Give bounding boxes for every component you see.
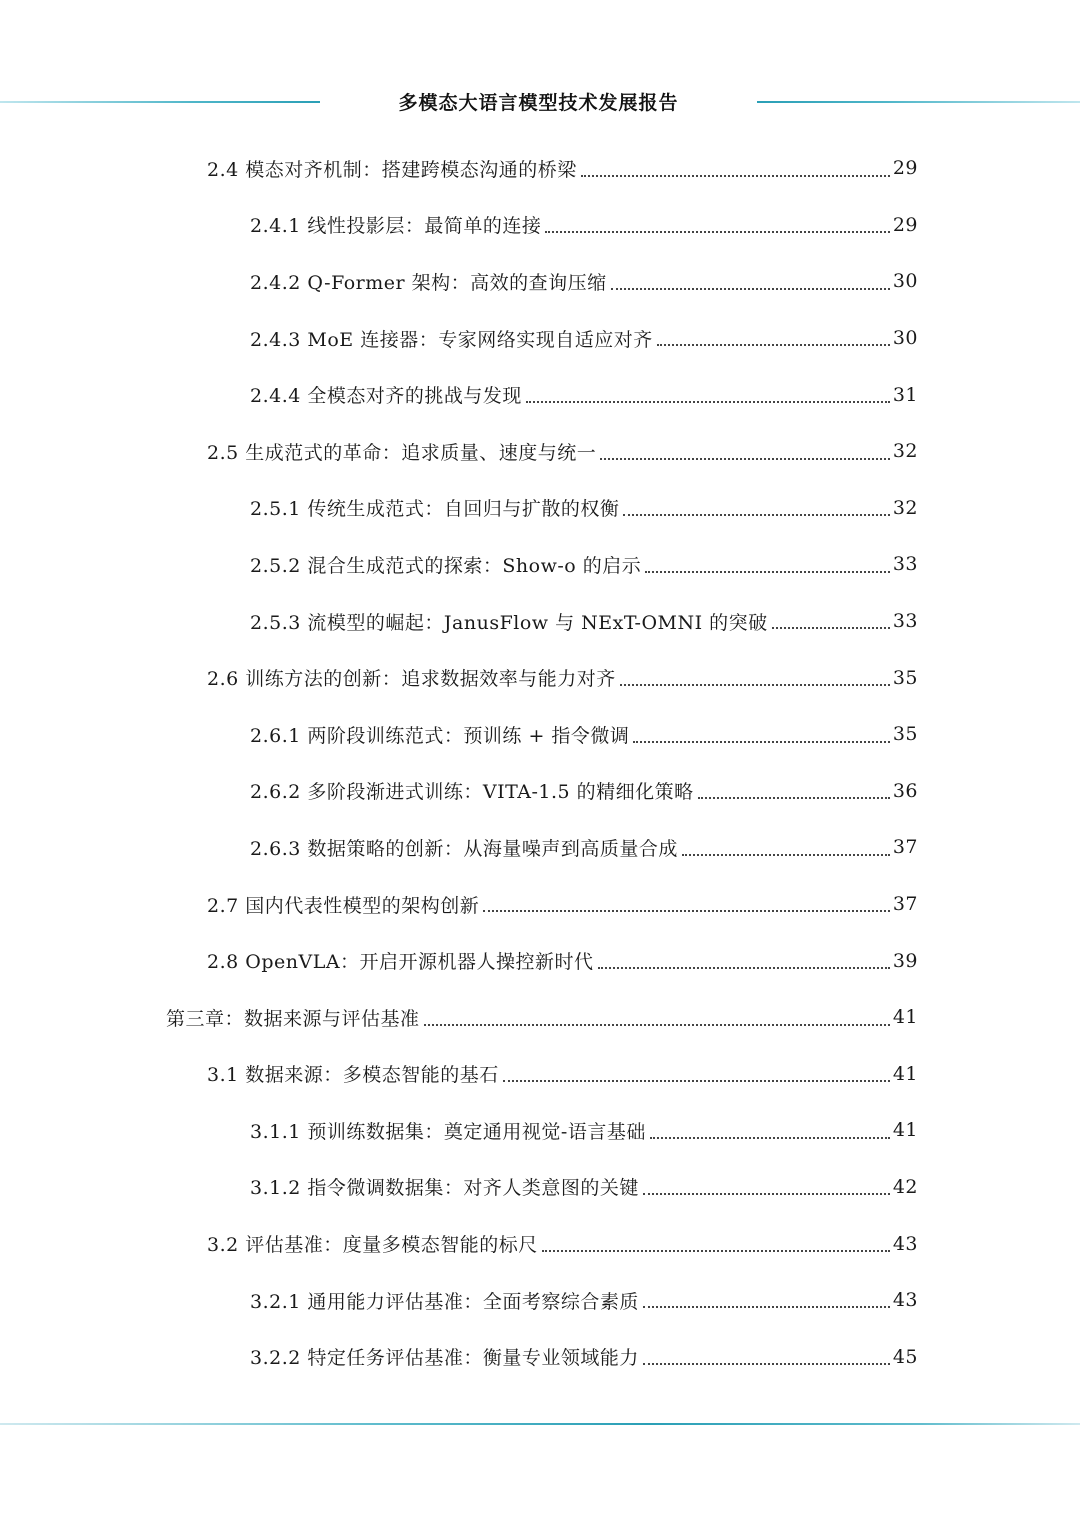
toc-entry-title	[207, 438, 596, 465]
toc-dot-leader	[650, 1137, 890, 1139]
header-rule-left	[0, 101, 320, 103]
toc-dot-leader	[772, 627, 890, 629]
toc-entry[interactable]	[0, 706, 1080, 763]
toc-entry[interactable]	[0, 763, 1080, 820]
toc-entry-number: 2.5.2	[250, 554, 301, 577]
toc-entry-title	[250, 268, 607, 295]
toc-entry-title	[250, 211, 541, 238]
toc-entry-number: 2.4.1	[250, 215, 301, 238]
toc-entry-title	[166, 1004, 420, 1031]
toc-entry-number: 2.6.3	[250, 837, 301, 860]
toc-entry-number: 3.1.1	[250, 1120, 301, 1143]
toc-entry-number: 3.2.1	[250, 1290, 301, 1313]
toc-entry-text: 线性投影层：最简单的连接	[307, 215, 542, 238]
toc-entry[interactable]	[0, 649, 1080, 706]
toc-entry-number: 3.1.2	[250, 1177, 301, 1200]
toc-entry-text: 数据策略的创新：从海量噪声到高质量合成	[307, 837, 678, 860]
toc-entry-text: 评估基准：度量多模态智能的标尺	[245, 1234, 538, 1257]
toc-entry-title	[250, 777, 694, 804]
toc-entry[interactable]	[0, 480, 1080, 537]
footer-rule	[0, 1423, 1080, 1425]
toc-entry-text: 通用能力评估基准：全面考察综合素质	[307, 1290, 639, 1313]
toc-entry-title	[250, 834, 678, 861]
toc-entry[interactable]	[0, 1328, 1080, 1385]
toc-dot-leader	[698, 797, 890, 799]
toc-dot-leader	[598, 967, 890, 969]
toc-entry-number: 2.6.2	[250, 781, 301, 804]
toc-entry-text: 预训练数据集：奠定通用视觉-语言基础	[307, 1120, 646, 1143]
toc-page-number: 29	[892, 157, 918, 180]
toc-dot-leader	[620, 684, 890, 686]
toc-entry[interactable]	[0, 593, 1080, 650]
toc-entry[interactable]	[0, 989, 1080, 1046]
toc-entry-number: 2.7	[207, 894, 239, 917]
toc-page-number: 33	[892, 553, 918, 576]
toc-entry[interactable]	[0, 819, 1080, 876]
table-of-contents	[0, 140, 1080, 1385]
toc-dot-leader	[600, 458, 890, 460]
toc-entry-title	[250, 721, 629, 748]
toc-page-number: 33	[892, 610, 918, 633]
toc-dot-leader	[682, 854, 890, 856]
toc-page-number: 32	[892, 496, 918, 519]
toc-dot-leader	[633, 741, 890, 743]
toc-entry-number: 2.6.1	[250, 724, 301, 747]
toc-page-number: 45	[892, 1345, 918, 1368]
toc-entry-title	[207, 947, 594, 974]
toc-entry-number: 3.2.2	[250, 1347, 301, 1370]
toc-entry-text: 国内代表性模型的架构创新	[245, 894, 480, 917]
toc-dot-leader	[623, 514, 890, 516]
toc-page-number: 37	[892, 893, 918, 916]
toc-dot-leader	[545, 231, 890, 233]
toc-page-number: 37	[892, 836, 918, 859]
toc-entry-number: 2.8	[207, 951, 239, 974]
toc-dot-leader	[645, 571, 890, 573]
toc-entry-text: 传统生成范式：自回归与扩散的权衡	[307, 498, 620, 521]
toc-entry-title	[250, 608, 768, 635]
toc-entry-text: 数据来源：多模态智能的基石	[245, 1064, 499, 1087]
header-rule-right	[757, 101, 1080, 103]
toc-page-number: 39	[892, 949, 918, 972]
toc-entry-text: 生成范式的革命：追求质量、速度与统一	[245, 441, 597, 464]
toc-entry-title	[250, 1117, 646, 1144]
toc-entry-text: 多阶段渐进式训练：VITA-1.5 的精细化策略	[307, 781, 694, 804]
toc-entry[interactable]	[0, 140, 1080, 197]
toc-entry-text: 特定任务评估基准：衡量专业领域能力	[307, 1347, 639, 1370]
toc-page-number: 30	[892, 270, 918, 293]
toc-entry-text: 训练方法的创新：追求数据效率与能力对齐	[245, 668, 616, 691]
toc-entry[interactable]	[0, 310, 1080, 367]
toc-page-number: 35	[892, 723, 918, 746]
toc-dot-leader	[657, 344, 890, 346]
toc-page-number: 41	[892, 1006, 918, 1029]
toc-page-number: 36	[892, 779, 918, 802]
toc-entry-text: 模态对齐机制：搭建跨模态沟通的桥梁	[245, 158, 577, 181]
toc-page-number: 35	[892, 666, 918, 689]
toc-entry-number: 3.2	[207, 1234, 239, 1257]
toc-page-number: 30	[892, 327, 918, 350]
toc-entry-text: Q-Former 架构：高效的查询压缩	[307, 271, 607, 294]
toc-entry-title	[250, 551, 641, 578]
toc-entry-number: 2.4.3	[250, 328, 301, 351]
toc-page-number: 41	[892, 1119, 918, 1142]
toc-entry-text: 流模型的崛起：JanusFlow 与 NExT-OMNI 的突破	[307, 611, 768, 634]
toc-entry-text: 混合生成范式的探索：Show-o 的启示	[307, 554, 642, 577]
toc-entry-title	[250, 1343, 639, 1370]
toc-entry-number: 2.6	[207, 668, 239, 691]
toc-entry-number: 2.5	[207, 441, 239, 464]
toc-entry-title	[250, 1173, 639, 1200]
toc-entry[interactable]	[0, 423, 1080, 480]
toc-entry-number: 2.5.3	[250, 611, 301, 634]
toc-entry[interactable]	[0, 876, 1080, 933]
toc-entry[interactable]	[0, 197, 1080, 254]
header-title: 多模态大语言模型技术发展报告	[398, 92, 679, 114]
toc-entry-text: 两阶段训练范式：预训练 + 指令微调	[307, 724, 630, 747]
toc-dot-leader	[483, 910, 890, 912]
toc-page-number: 42	[892, 1175, 918, 1198]
toc-page-number: 31	[892, 383, 918, 406]
toc-dot-leader	[503, 1080, 890, 1082]
toc-dot-leader	[526, 401, 890, 403]
toc-dot-leader	[643, 1193, 890, 1195]
toc-entry-text: OpenVLA：开启开源机器人操控新时代	[245, 951, 594, 974]
toc-page-number: 41	[892, 1062, 918, 1085]
toc-entry[interactable]	[0, 1046, 1080, 1103]
toc-entry-title	[207, 155, 577, 182]
toc-dot-leader	[643, 1363, 890, 1365]
toc-page-number: 43	[892, 1289, 918, 1312]
page-header	[0, 84, 1080, 124]
toc-entry-text: 全模态对齐的挑战与发现	[307, 385, 522, 408]
toc-entry-number: 2.5.1	[250, 498, 301, 521]
toc-entry-title	[250, 494, 619, 521]
toc-entry[interactable]	[0, 1159, 1080, 1216]
toc-entry-title	[250, 381, 522, 408]
toc-entry[interactable]	[0, 253, 1080, 310]
toc-entry-title	[207, 1060, 499, 1087]
toc-dot-leader	[542, 1250, 890, 1252]
toc-entry-number: 3.1	[207, 1064, 239, 1087]
toc-entry[interactable]	[0, 932, 1080, 989]
toc-entry-title	[207, 664, 616, 691]
toc-entry-title	[250, 1287, 639, 1314]
toc-dot-leader	[643, 1306, 890, 1308]
toc-entry[interactable]	[0, 366, 1080, 423]
toc-entry-number: 2.4	[207, 158, 239, 181]
toc-entry-title	[207, 1230, 538, 1257]
toc-page-number: 43	[892, 1232, 918, 1255]
toc-entry-text: 指令微调数据集：对齐人类意图的关键	[307, 1177, 639, 1200]
toc-page-number: 29	[892, 213, 918, 236]
toc-entry-text: MoE 连接器：专家网络实现自适应对齐	[307, 328, 653, 351]
toc-entry-number: 2.4.4	[250, 385, 301, 408]
toc-entry[interactable]	[0, 1215, 1080, 1272]
toc-entry[interactable]	[0, 1272, 1080, 1329]
toc-entry[interactable]	[0, 1102, 1080, 1159]
toc-dot-leader	[424, 1024, 890, 1026]
toc-entry-number: 2.4.2	[250, 271, 301, 294]
toc-entry-title	[250, 325, 653, 352]
toc-entry[interactable]	[0, 536, 1080, 593]
toc-entry-text: 第三章：数据来源与评估基准	[166, 1007, 420, 1030]
toc-page-number: 32	[892, 440, 918, 463]
toc-dot-leader	[581, 175, 890, 177]
toc-entry-title	[207, 891, 479, 918]
toc-dot-leader	[611, 288, 890, 290]
